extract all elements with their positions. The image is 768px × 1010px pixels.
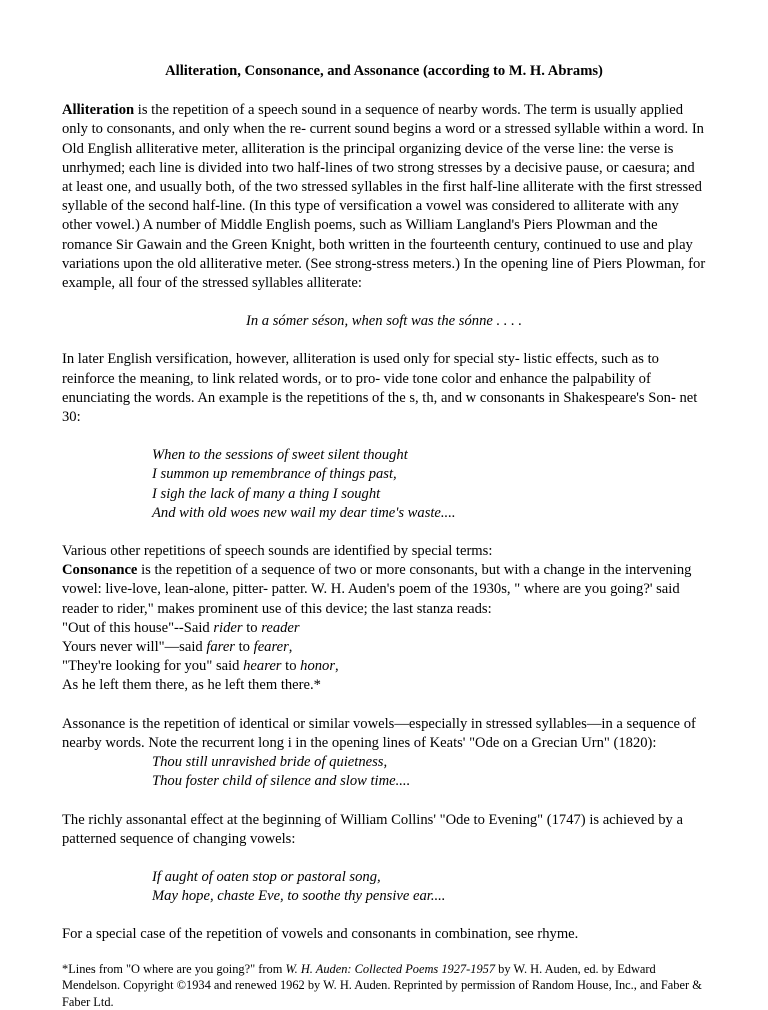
keats-excerpt bbox=[62, 753, 706, 791]
book-title: W. H. Auden: Collected Poems 1927-1957 bbox=[285, 961, 496, 976]
consonance-term: Consonance bbox=[62, 562, 138, 579]
consonance-paragraph bbox=[62, 561, 706, 619]
consonance-definition: is the repetition of a sequence of two or more consonants, but with a change in the intervening vowel: live-love, lean-alone, pitter- patter. W. H. Auden's poem of the 1930s, " where are you going?' said reader to rider," makes prominent use of this device; the last stanza reads: bbox=[62, 562, 692, 617]
collins-paragraph: The richly assonantal effect at the beginning of William Collins' "Ode to Evening" (1747) is achieved by a patterned sequence of changing vowels: bbox=[62, 811, 683, 847]
auden-stanza bbox=[62, 619, 706, 696]
alliteration-paragraph bbox=[62, 101, 706, 293]
poem-line: I summon up remembrance of things past, bbox=[152, 466, 397, 483]
poem-line: May hope, chaste Eve, to soothe thy pensive ear.... bbox=[152, 888, 446, 905]
sonnet-30-excerpt bbox=[62, 446, 706, 523]
stanza-line: Yours never will"—said farer to fearer, bbox=[62, 639, 293, 656]
poem-line: If aught of oaten stop or pastoral song, bbox=[152, 868, 381, 885]
stanza-line: "They're looking for you" said hearer to honor, bbox=[62, 658, 339, 675]
assonance-paragraph: Assonance is the repetition of identical or similar vowels—especially in stressed syllables—in a sequence of nearby words. Note the recurrent long i in the opening lines of Keats' "Ode on a Grecian Urn" (1820): bbox=[62, 715, 696, 751]
poem-line: And with old woes new wail my dear time's waste.... bbox=[152, 504, 456, 521]
alliteration-term: Alliteration bbox=[62, 102, 135, 119]
poem-line: I sigh the lack of many a thing I sought bbox=[152, 485, 381, 502]
poem-line: Thou still unravished bride of quietness, bbox=[152, 754, 388, 771]
footnote: *Lines from "O where are you going?" from W. H. Auden: Collected Poems 1927-1957 by W. H. Auden, ed. by Edward Mendelson. Copyright ©1934 and renewed 1962 by W. H. Auden. Reprinted by permission of Random House, Inc., and Faber & Faber Ltd. bbox=[62, 961, 702, 1009]
poem-line: When to the sessions of sweet silent thought bbox=[152, 447, 408, 464]
stanza-line: "Out of this house"--Said rider to reader bbox=[62, 619, 300, 636]
piers-plowman-quote: In a sómer séson, when soft was the sónne . . . . bbox=[245, 313, 523, 330]
alliteration-definition: is the repetition of a speech sound in a sequence of nearby words. The term is usually applied only to consonants, and only when the re- current sound begins a word or a stressed syllable within a word. In Old English alliterative meter, alliteration is the principal organizing device of the verse line: the verse is unrhymed; each line is divided into two half-lines of two strong stresses by a decisive pause, or caesura; and at least one, and usually both, of the two stressed syllables in the first half-line alliterate with the first stressed syllable of the second half-line. (In this type of versification a vowel was considered to alliterate with any other vowel.) A number of Middle English poems, such as William Langland's Piers Plowman and the romance Sir Gawain and the Green Knight, both written in the fourteenth century, continued to use and play variations upon the old alliterative meter. (See strong-stress meters.) In the opening line of Piers Plowman, for example, all four of the stressed syllables alliterate: bbox=[62, 102, 706, 292]
page-title: Alliteration, Consonance, and Assonance (according to M. H. Abrams) bbox=[165, 63, 603, 79]
various-terms-intro: Various other repetitions of speech sounds are identified by special terms: bbox=[62, 543, 493, 560]
collins-excerpt bbox=[62, 868, 706, 906]
stanza-line: As he left them there, as he left them there.* bbox=[62, 677, 321, 694]
poem-line: Thou foster child of silence and slow time.... bbox=[152, 773, 411, 790]
closing-paragraph: For a special case of the repetition of vowels and consonants in combination, see rhyme. bbox=[62, 926, 579, 943]
later-versification-paragraph: In later English versification, however, alliteration is used only for special sty- listic effects, such as to reinforce the meaning, to link related words, or to pro- vide tone color and enhance the palpability of enunciating the words. An example is the repetitions of the s, th, and w consonants in Shakespeare's Son- net 30: bbox=[62, 351, 698, 426]
